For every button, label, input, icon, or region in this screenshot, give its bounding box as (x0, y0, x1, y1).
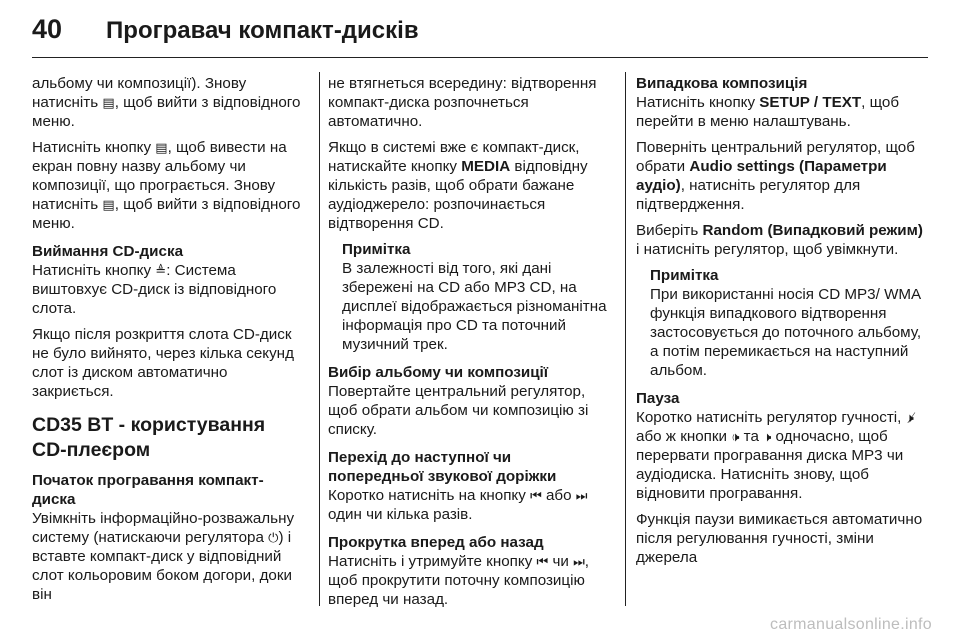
note-box (650, 266, 928, 380)
next-track-icon: ⏭ (573, 554, 585, 569)
header-divider (32, 57, 928, 58)
paragraph: Натисніть кнопку ▤, щоб вивести на екран повну назву альбому чи композиції, що програється. Знову натисніть ▤, щоб вийти з відповідного меню. (32, 139, 301, 232)
section-heading-cd35bt: CD35 BT - користування CD-плеєром (32, 414, 266, 461)
page-header (32, 14, 419, 50)
note-text: При використанні носія CD MP3/ WMA функція випадкового відтворення застосовується до поточного альбому, а потім перемикається на наступний альбом. (650, 286, 922, 379)
section-heading-eject: Виймання CD-диска (32, 243, 184, 260)
paragraph: Якщо після розкриття слота CD-диск не було вийнято, через кілька секунд слот із диском автоматично закриється. (32, 326, 294, 400)
audio-settings-label: Audio settings (Параметри аудіо) (636, 158, 887, 194)
random-mode-label: Random (Випадковий режим) (702, 222, 923, 239)
previous-track-icon: ⏮ (530, 488, 542, 503)
column-2 (328, 74, 608, 616)
paragraph: Поверніть центральний регулятор, щоб обрати Audio settings (Параметри аудіо), натисніть регулятор для підтвердження. (636, 139, 915, 213)
paragraph: Натисніть і утримуйте кнопку ⏮ чи ⏭, щоб прокрутити поточну композицію вперед чи назад. (328, 553, 589, 608)
note-text: В залежності від того, які дані збережені на CD або MP3 CD, на дисплеї відображається різноманітна інформація про CD та поточний музичний трек. (342, 260, 607, 353)
page-title: Програвач компакт-дисків (106, 17, 419, 44)
column-3 (636, 74, 928, 574)
menu-icon: ▤ (102, 95, 115, 110)
paragraph: Коротко натисніть на кнопку ⏮ або ⏭ один чи кілька разів. (328, 487, 588, 523)
power-icon: ⏻ (268, 530, 279, 545)
section-heading-random: Випадкова композиція (636, 75, 808, 92)
menu-icon: ▤ (155, 140, 168, 155)
paragraph: Якщо в системі вже є компакт-диск, натискайте кнопку MEDIA відповідну кількість разів, щоб обрати бажане аудіоджерело: розпочинається відтворення CD. (328, 139, 588, 232)
paragraph: Натисніть кнопку SETUP / TEXT, щоб перейти в меню налаштувань. (636, 94, 900, 130)
section-heading-pause: Пауза (636, 390, 680, 407)
previous-track-icon: ⏮ (536, 554, 549, 569)
column-1 (32, 74, 304, 611)
section-heading-album: Вибір альбому чи композиції (328, 364, 549, 381)
note-box (342, 240, 608, 354)
paragraph: Увімкніть інформаційно-розважальну систему (натискаючи регулятора ⏻) і вставте компакт-диск у відповідний слот кольоровим боком догори, доки він (32, 510, 295, 603)
section-heading-scroll: Прокрутка вперед або назад (328, 534, 544, 551)
section-heading-next-track: Перехід до наступної чи попередньої звукової доріжки (328, 449, 557, 485)
paragraph: альбому чи композиції). Знову натисніть ▤, щоб вийти з відповідного меню. (32, 75, 301, 130)
volume-up-icon: 🕩 (731, 429, 740, 444)
column-divider-2 (625, 72, 626, 606)
paragraph: Повертайте центральний регулятор, щоб обрати альбом чи композицію зі списку. (328, 383, 589, 438)
next-track-icon: ⏭ (575, 488, 588, 503)
volume-down-icon: 🕨 (763, 429, 772, 444)
menu-icon: ▤ (102, 197, 115, 212)
paragraph: Функція паузи вимикається автоматично після регулювання гучності, зміни джерела (636, 511, 923, 566)
paragraph: Виберіть Random (Випадковий режим) і натисніть регулятор, щоб увімкнути. (636, 222, 923, 258)
setup-button-label: SETUP / TEXT (759, 94, 862, 111)
column-divider-1 (319, 72, 320, 606)
page-number: 40 (32, 14, 63, 44)
note-title: Примітка (342, 241, 411, 258)
watermark: carmanualsonline.info (770, 616, 932, 633)
paragraph: не втягнеться всередину: відтворення компакт-диска розпочнеться автоматично. (328, 75, 597, 130)
mute-icon: 🕨̸ (905, 410, 914, 425)
eject-icon: ≜ (155, 263, 167, 278)
section-heading-start: Початок програвання компакт-диска (32, 472, 264, 508)
paragraph: Коротко натисніть регулятор гучності, 🕨̸ або ж кнопки 🕩 та 🕨 одночасно, щоб перервати програвання диска MP3 чи аудіодиска. Натисніть знову, щоб відновити програвання. (636, 409, 914, 502)
media-button-label: MEDIA (461, 158, 511, 175)
note-title: Примітка (650, 267, 719, 284)
paragraph: Натисніть кнопку ≜: Система виштовхує CD-диск із відповідного слота. (32, 262, 277, 317)
